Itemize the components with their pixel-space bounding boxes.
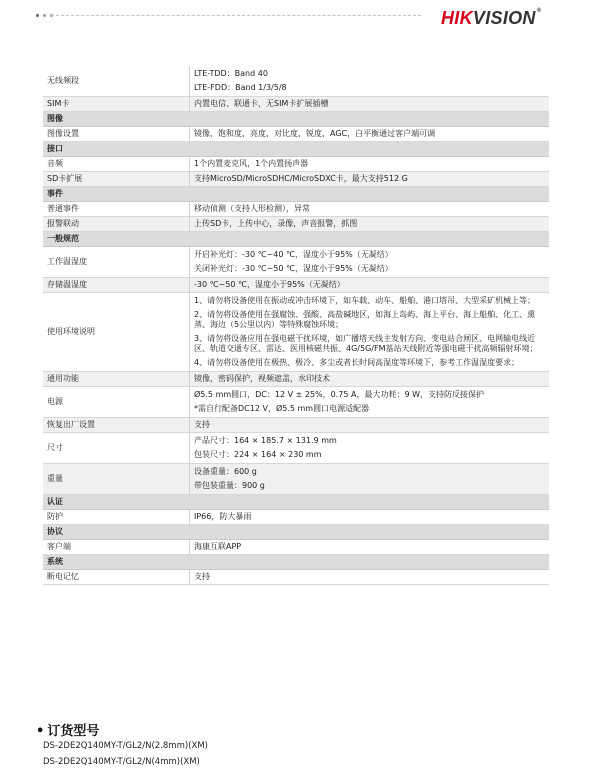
spec-value (190, 157, 550, 172)
spec-value (190, 97, 550, 112)
spec-row (43, 510, 549, 525)
spec-value-line: IP66，防大暴雨 (194, 512, 252, 521)
spec-value (190, 172, 550, 187)
spec-value-line: 支持 (194, 572, 210, 581)
spec-value-line: 镜像，密码保护，视频遮盖，水印技术 (194, 374, 330, 383)
section-title: 协议 (43, 525, 549, 540)
spec-label: 断电记忆 (43, 570, 190, 585)
spec-label: 尺寸 (43, 433, 190, 464)
spec-row (43, 157, 549, 172)
spec-row (43, 433, 549, 464)
order-model-2: DS-2DE2Q140MY-T/GL2/N(4mm)(XM) (43, 757, 200, 767)
spec-value-line: 开启补光灯：-30 ℃~40 ℃，湿度小于95%（无凝结） (194, 250, 393, 259)
spec-value-line: 4、请勿将设备使用在极热、极冷、多尘或者长时间高湿度等环境下，参考工作温湿度要求； (194, 358, 520, 367)
spec-value-line: 支持MicroSD/MicroSDHC/MicroSDXC卡，最大支持512 G (194, 174, 408, 183)
spec-value (190, 464, 550, 495)
spec-value-line: 支持 (194, 420, 210, 429)
spec-value-line: LTE-TDD：Band 40 (194, 69, 268, 78)
spec-value-line: 镜像，饱和度，亮度，对比度，锐度，AGC，白平衡通过客户端可调 (194, 129, 436, 138)
spec-value-line: 3、请勿将设备应用在强电磁干扰环境，如广播塔天线主发射方向、变电站合闸区、电网输电线近区、轨道交通专区、雷达、医用核磁共振、4G/5G/FM基站天线附近等强电磁干扰高频辐射环境； (194, 334, 538, 353)
spec-label: SD卡扩展 (43, 172, 190, 187)
order-model-1: DS-2DE2Q140MY-T/GL2/N(2.8mm)(XM) (43, 741, 208, 751)
section-title: 事件 (43, 187, 549, 202)
spec-value (190, 570, 550, 585)
spec-row (43, 293, 549, 372)
spec-value-line: LTE-FDD：Band 1/3/5/8 (194, 83, 287, 92)
section-title: 认证 (43, 495, 549, 510)
section-header (43, 495, 549, 510)
bullet-icon: • (36, 724, 45, 739)
spec-value (190, 66, 550, 97)
spec-row (43, 464, 549, 495)
hikvision-logo: HIKVISION® (441, 8, 542, 28)
order-title-text: 订货型号 (47, 724, 100, 739)
order-section-title (36, 720, 99, 739)
spec-label: 防护 (43, 510, 190, 525)
spec-row (43, 127, 549, 142)
spec-value-line: 上传SD卡，上传中心，录像，声音报警，抓图 (194, 219, 358, 228)
spec-value (190, 387, 550, 418)
spec-row (43, 97, 549, 112)
spec-label: 存储温湿度 (43, 278, 190, 293)
spec-label: 普通事件 (43, 202, 190, 217)
spec-value (190, 278, 550, 293)
spec-row (43, 418, 549, 433)
spec-value-line: 海康互联APP (194, 542, 242, 551)
section-header (43, 142, 549, 157)
spec-value-line: 2、请勿将设备使用在强腐蚀、强酸、高盐碱地区，如海上岛屿、海上平台、海上船舶、化工、熏蒸、海边（5公里以内）等特殊腐蚀环境； (194, 310, 536, 329)
spec-value (190, 418, 550, 433)
section-header (43, 555, 549, 570)
spec-label: 音频 (43, 157, 190, 172)
spec-value (190, 372, 550, 387)
section-title: 系统 (43, 555, 549, 570)
section-header (43, 525, 549, 540)
section-header (43, 232, 549, 247)
spec-value (190, 247, 550, 278)
spec-label: 客户端 (43, 540, 190, 555)
spec-label: 无线频段 (43, 66, 190, 97)
spec-row (43, 372, 549, 387)
spec-value (190, 433, 550, 464)
spec-value-line: 移动侦测（支持人形检测），异常 (194, 204, 310, 213)
spec-label: 使用环境说明 (43, 293, 190, 372)
spec-value-line: 内置电信、联通卡，无SIM卡扩展插槽 (194, 99, 329, 108)
spec-value-line: 关闭补光灯：-30 ℃~50 ℃，湿度小于95%（无凝结） (194, 264, 393, 273)
spec-label: 工作温湿度 (43, 247, 190, 278)
spec-value (190, 202, 550, 217)
spec-value (190, 127, 550, 142)
spec-value (190, 540, 550, 555)
section-title: 一般规范 (43, 232, 549, 247)
spec-value-line: 设备重量：600 g (194, 467, 257, 476)
spec-row (43, 387, 549, 418)
spec-label: 恢复出厂设置 (43, 418, 190, 433)
spec-row (43, 172, 549, 187)
spec-table (43, 66, 549, 585)
section-title: 接口 (43, 142, 549, 157)
page-header (0, 0, 591, 40)
section-title: 图像 (43, 112, 549, 127)
spec-row (43, 540, 549, 555)
spec-label: 重量 (43, 464, 190, 495)
spec-value (190, 293, 550, 372)
spec-row (43, 217, 549, 232)
spec-label: SIM卡 (43, 97, 190, 112)
spec-row (43, 66, 549, 97)
spec-value-line: Ø5.5 mm圆口，DC：12 V ± 25%，0.75 A，最大功耗：9 W，支持防反接保护 (194, 390, 485, 399)
spec-label: 报警联动 (43, 217, 190, 232)
spec-row (43, 247, 549, 278)
spec-value-line: 1、请勿将设备使用在振动或冲击环境下，如车载、动车、船舶、港口塔吊、大型采矿机械上等； (194, 296, 536, 305)
spec-row (43, 202, 549, 217)
spec-label: 图像设置 (43, 127, 190, 142)
spec-value-line: 1个内置麦克风，1个内置扬声器 (194, 159, 309, 168)
spec-value-line: 产品尺寸：164 × 185.7 × 131.9 mm (194, 436, 337, 445)
spec-value-line: 带包装重量：900 g (194, 481, 265, 490)
header-dashed-divider (51, 15, 421, 16)
spec-label: 电源 (43, 387, 190, 418)
spec-value (190, 217, 550, 232)
section-header (43, 187, 549, 202)
section-header (43, 112, 549, 127)
spec-value-line: *需自行配备DC12 V，Ø5.5 mm圆口电源适配器 (194, 404, 370, 413)
spec-value (190, 510, 550, 525)
spec-value-line: 包装尺寸：224 × 164 × 230 mm (194, 450, 322, 459)
spec-value-line: -30 ℃~50 ℃，湿度小于95%（无凝结） (194, 280, 345, 289)
spec-row (43, 570, 549, 585)
spec-row (43, 278, 549, 293)
spec-label: 通用功能 (43, 372, 190, 387)
